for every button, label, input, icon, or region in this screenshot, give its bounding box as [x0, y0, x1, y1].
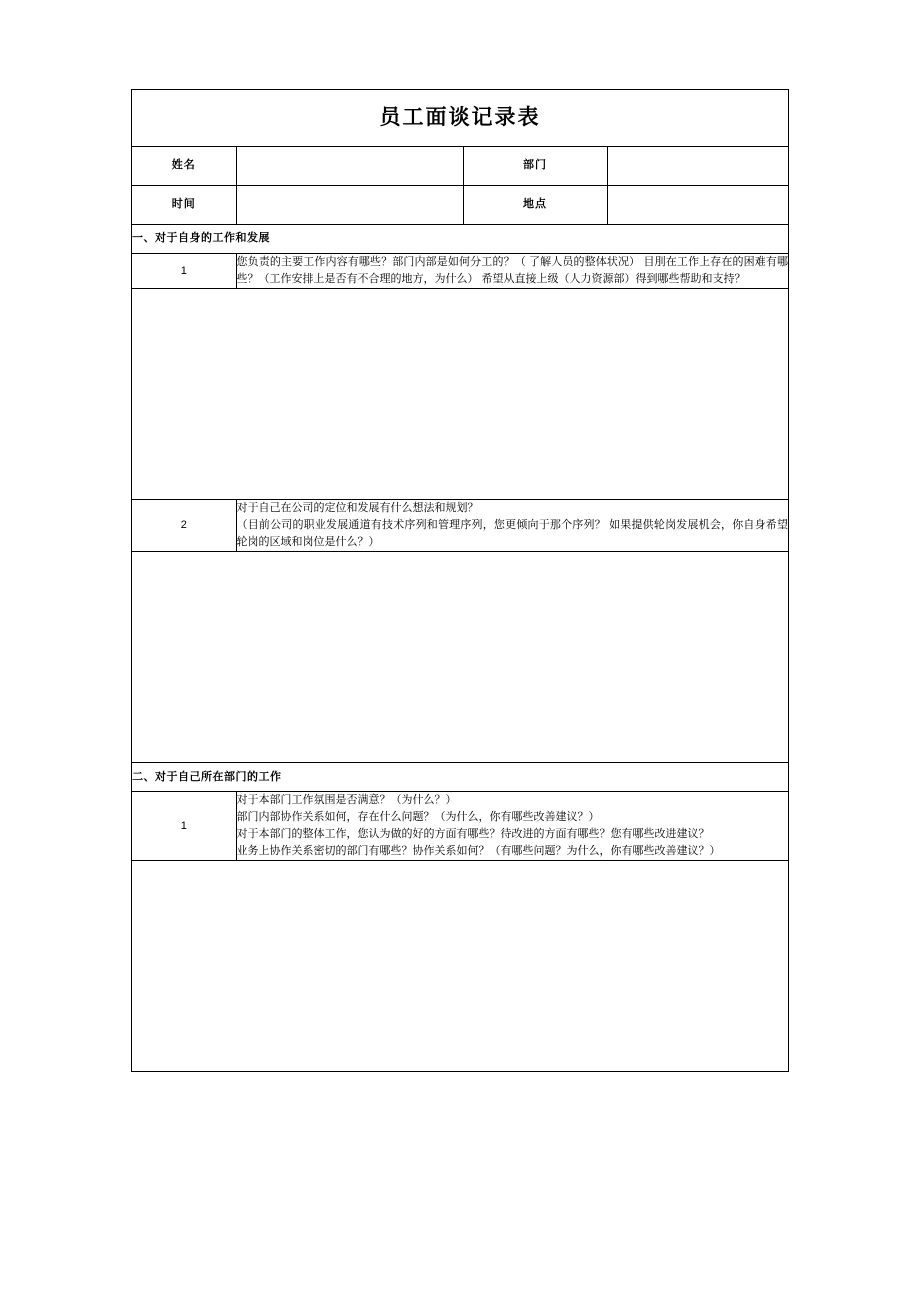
field-value-department[interactable]: [607, 147, 788, 186]
question-line: 对于自己在公司的定位和发展有什么想法和规划？: [236, 502, 479, 515]
question-number: 1: [132, 792, 236, 861]
question-text: [236, 500, 788, 552]
field-value-time[interactable]: [236, 186, 463, 225]
title-cell: [132, 90, 788, 147]
interview-record-form: [131, 89, 789, 1072]
page-title: 员工面谈记录表: [379, 105, 541, 129]
question-row: [132, 500, 788, 552]
question-line: （目前公司的职业发展通道有技术序列和管理序列，您更倾向于那个序列？ 如果提供轮岗发展机会，你自身希望轮岗的区域和岗位是什么？）: [236, 519, 788, 549]
question-row: [132, 254, 788, 289]
answer-row: [132, 289, 788, 500]
question-line: 部门内部协作关系如何，存在什么问题？（为什么，你有哪些改善建议？）: [236, 811, 600, 824]
answer-area[interactable]: [132, 289, 788, 500]
section-heading-1: 一、对于自身的工作和发展: [132, 225, 788, 254]
info-row: [132, 147, 788, 186]
answer-area[interactable]: [132, 861, 788, 1072]
question-line: 对于本部门工作氛围是否满意？（为什么？）: [236, 794, 457, 807]
info-row: [132, 186, 788, 225]
question-number: 2: [132, 500, 236, 552]
answer-row: [132, 861, 788, 1072]
question-text: [236, 792, 788, 861]
question-line: 业务上协作关系密切的部门有哪些？协作关系如何？（有哪些问题？为什么，你有哪些改善建议？）: [236, 845, 721, 858]
question-line: 您负责的主要工作内容有哪些？部门内部是如何分工的？（ 了解人员的整体状况） 目刖在工作上存在的困难有哪些？（工作安排上是否有不合理的地方，为什么） 希望从直接上级（人力资源部）得到哪些帮助和支持？: [236, 256, 788, 286]
field-label-name: 姓名: [132, 147, 236, 186]
field-value-name[interactable]: [236, 147, 463, 186]
question-number: 1: [132, 254, 236, 289]
question-text: [236, 254, 788, 289]
field-value-place[interactable]: [607, 186, 788, 225]
question-line: 对于本部门的整体工作，您认为做的好的方面有哪些？待改进的方面有哪些？您有哪些改进建议？: [236, 828, 710, 841]
form-table: [132, 90, 788, 1071]
section-heading-row: [132, 763, 788, 792]
question-row: [132, 792, 788, 861]
field-label-place: 地点: [463, 186, 607, 225]
field-label-time: 时间: [132, 186, 236, 225]
field-label-department: 部门: [463, 147, 607, 186]
answer-area[interactable]: [132, 552, 788, 763]
section-heading-row: [132, 225, 788, 254]
section-heading-2: 二、对于自己所在部门的工作: [132, 763, 788, 792]
title-row: [132, 90, 788, 147]
answer-row: [132, 552, 788, 763]
